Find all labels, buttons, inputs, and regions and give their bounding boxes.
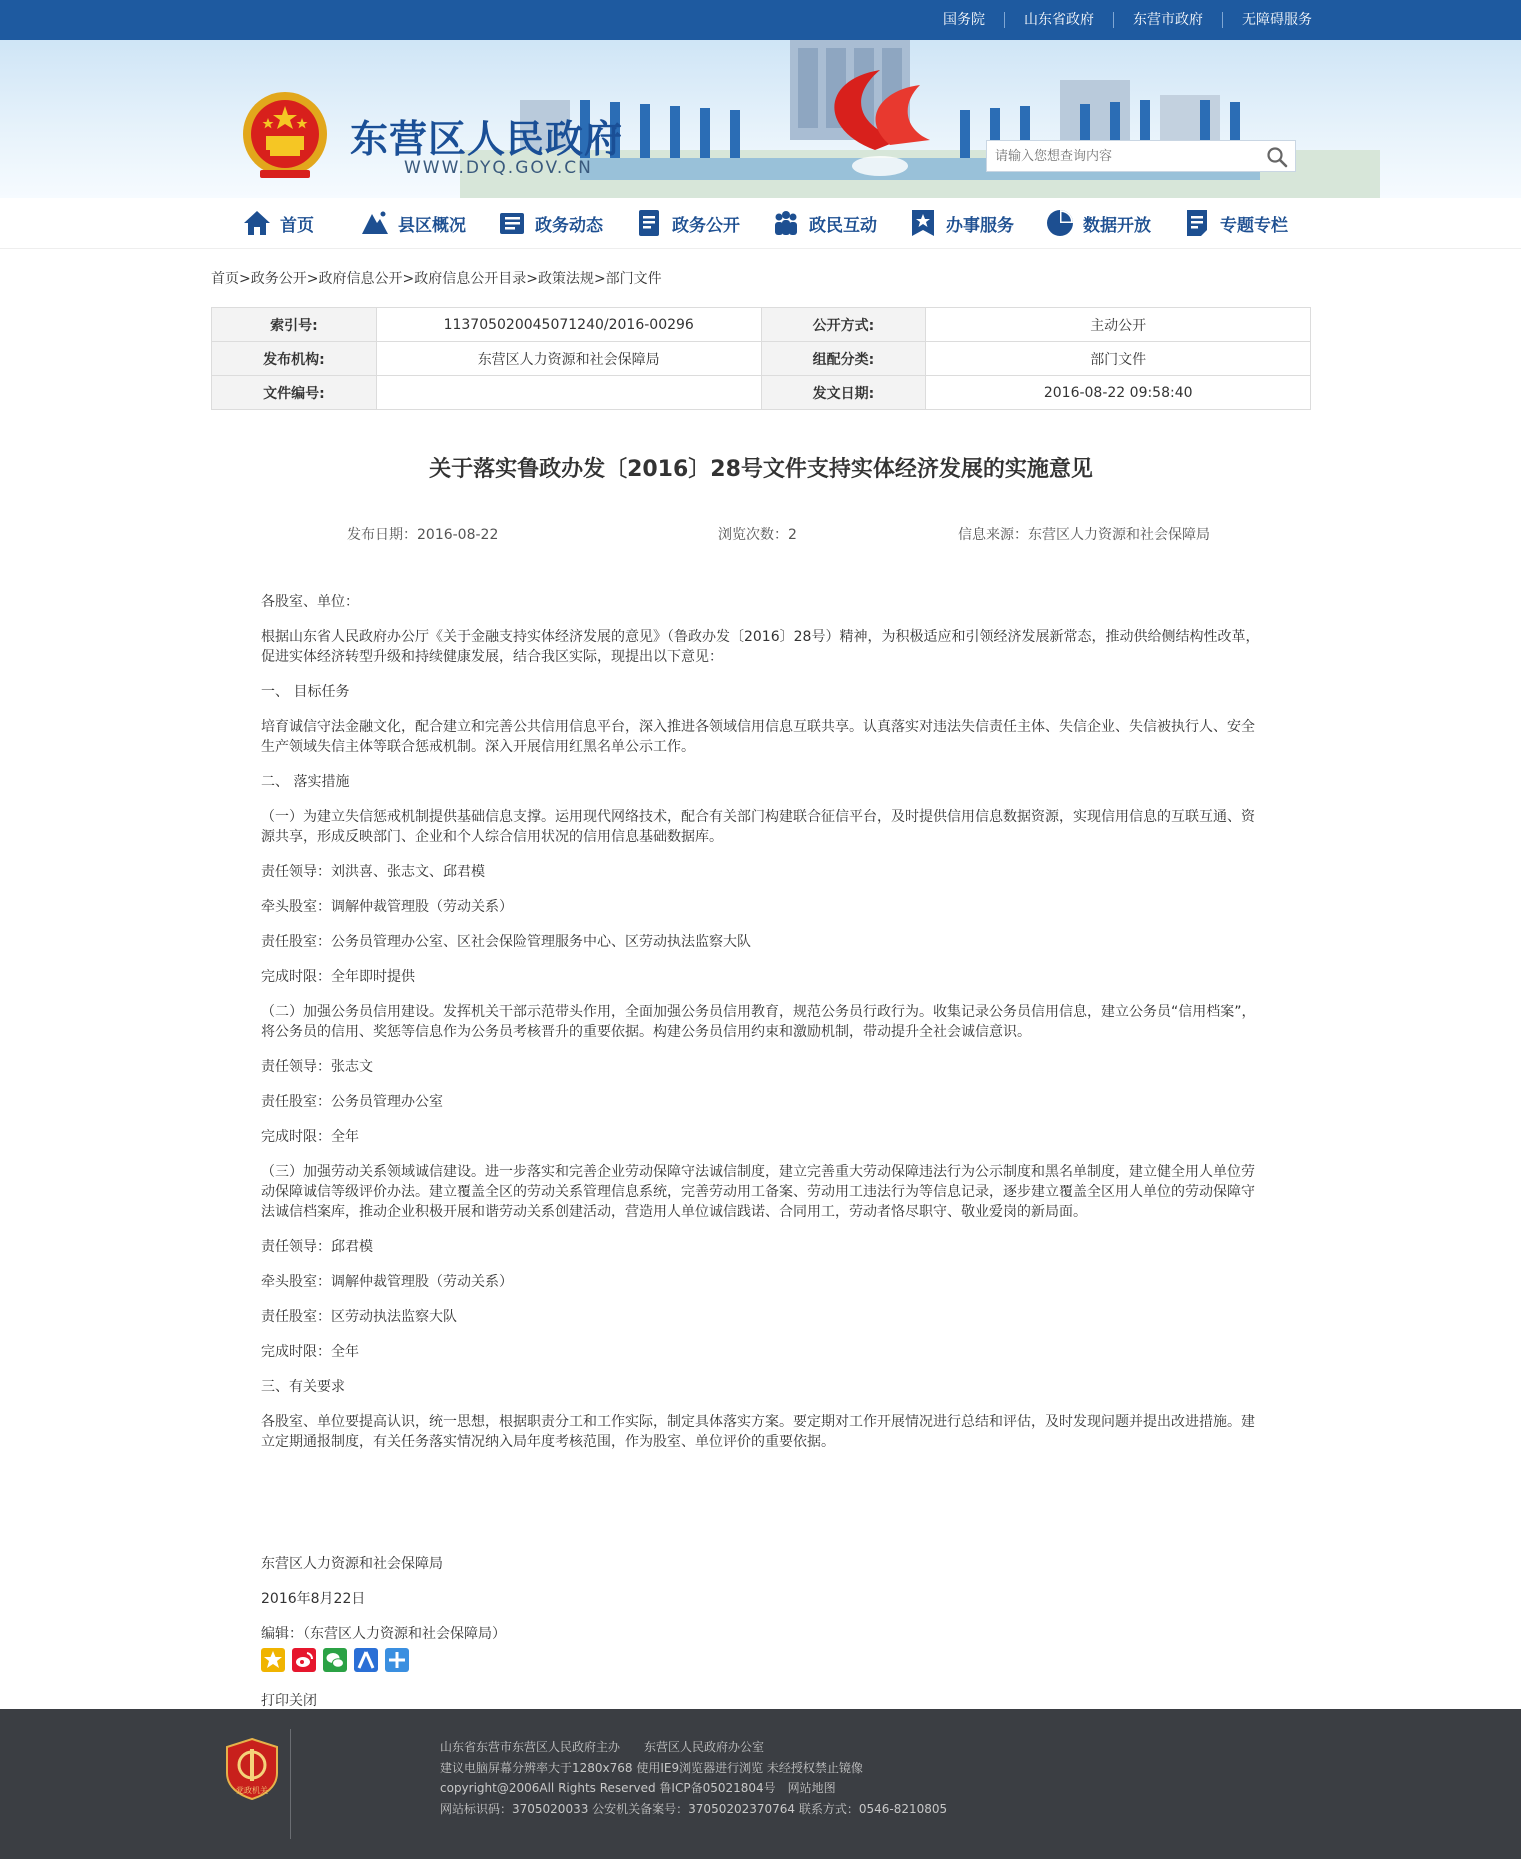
nav-label: 数据开放	[1083, 215, 1151, 236]
breadcrumb-catalog[interactable]: 政府信息公开目录	[414, 271, 527, 287]
meta-value: 113705020045071240/2016-00296	[376, 308, 761, 342]
nav-item-home[interactable]	[242, 204, 314, 242]
paragraph: 牵头股室：调解仲裁管理股（劳动关系）	[261, 899, 513, 915]
paragraph: 完成时限：全年即时提供	[261, 969, 415, 985]
meta-value: 部门文件	[926, 342, 1311, 376]
paragraph: 二、 落实措施	[261, 774, 350, 790]
print-close-link[interactable]: 打印关闭	[261, 1693, 317, 1709]
paragraph: 责任领导：张志文	[261, 1059, 373, 1075]
footer-text	[440, 1737, 947, 1819]
paragraph: 责任领导：邱君模	[261, 1239, 373, 1255]
mountain-icon	[360, 208, 390, 238]
editor-line: 编辑：（东营区人力资源和社会保障局）	[261, 1626, 506, 1642]
breadcrumb-home[interactable]: 首页	[211, 271, 239, 287]
paragraph: 一、 目标任务	[261, 684, 350, 700]
paragraph: 各股室、单位：	[261, 594, 359, 610]
breadcrumb-disclosure[interactable]: 政务公开	[250, 271, 307, 287]
pie-chart-icon	[1045, 208, 1075, 238]
paragraph: 责任领导：刘洪喜、张志文、邱君模	[261, 864, 485, 880]
nav-label: 政民互动	[809, 215, 877, 236]
book-icon	[497, 208, 527, 238]
meta-key: 发布机构:	[212, 342, 377, 376]
meta-key: 公开方式:	[761, 308, 926, 342]
badge-label: 党政机关	[236, 1786, 268, 1795]
nav-item-special[interactable]	[1182, 204, 1288, 242]
document-icon	[634, 208, 664, 238]
nav-item-services[interactable]	[908, 204, 1014, 242]
nav-label: 县区概况	[398, 215, 466, 236]
main-nav	[0, 198, 1521, 249]
signature-org: 东营区人力资源和社会保障局	[261, 1556, 443, 1572]
nav-label: 办事服务	[946, 215, 1014, 236]
meta-value: 主动公开	[926, 308, 1311, 342]
people-icon	[771, 208, 801, 238]
share-renren-icon[interactable]	[354, 1648, 378, 1672]
paragraph: 责任股室：公务员管理办公室、区社会保险管理服务中心、区劳动执法监察大队	[261, 934, 751, 950]
nav-label: 专题专栏	[1220, 215, 1288, 236]
paragraph: 责任股室：公务员管理办公室	[261, 1094, 443, 1110]
meta-value	[376, 376, 761, 410]
paragraph: 三、有关要求	[261, 1379, 345, 1395]
nav-item-interaction[interactable]	[771, 204, 877, 242]
table-row	[212, 376, 1311, 410]
nav-item-overview[interactable]	[360, 204, 466, 242]
share-weibo-icon[interactable]	[292, 1648, 316, 1672]
site-url: WWW.DYQ.GOV.CN	[404, 158, 593, 178]
paragraph: （二）加强公务员信用建设。发挥机关干部示范带头作用，全面加强公务员信用教育，规范公务员行政行为。收集记录公务员信用信息，建立公务员“信用档案”，将公务员的信用、奖惩等信息作为公务员考核晋升的重要依据。构建公务员信用约束和激励机制，带动提升全社会诚信意识。	[261, 1004, 1256, 1040]
share-more-icon[interactable]	[385, 1648, 409, 1672]
top-bar	[0, 0, 1521, 40]
footer-divider	[290, 1729, 291, 1839]
footer-line: copyright@2006All Rights Reserved 鲁ICP备05021804号 网站地图	[440, 1781, 836, 1795]
article-title: 关于落实鲁政办发〔2016〕28号文件支持实体经济发展的实施意见	[429, 457, 1093, 482]
share-qzone-icon[interactable]	[261, 1648, 285, 1672]
meta-key: 文件编号:	[212, 376, 377, 410]
nav-item-news[interactable]	[497, 204, 603, 242]
breadcrumb-department-docs[interactable]: 部门文件	[605, 271, 662, 287]
top-link-dongying-city[interactable]: 东营市政府	[1113, 12, 1222, 28]
top-link-shandong[interactable]: 山东省政府	[1004, 12, 1113, 28]
info-source: 信息来源：东营区人力资源和社会保障局	[958, 527, 1210, 543]
national-emblem-icon	[240, 90, 330, 182]
search-input[interactable]	[995, 146, 1245, 166]
view-count: 浏览次数：2	[718, 527, 797, 543]
nav-item-disclosure[interactable]	[634, 204, 740, 242]
paragraph: 各股室、单位要提高认识，统一思想，根据职责分工和工作实际，制定具体落实方案。要定期对工作开展情况进行总结和评估，及时发现问题并提出改进措施。建立定期通报制度，有关任务落实情况纳入局年度考核范围，作为股室、单位评价的重要依据。	[261, 1414, 1255, 1450]
article-body	[261, 592, 1261, 1467]
top-link-state-council[interactable]: 国务院	[943, 12, 985, 28]
footer-line: 山东省东营市东营区人民政府主办 东营区人民政府办公室	[440, 1740, 765, 1754]
share-wechat-icon[interactable]	[323, 1648, 347, 1672]
paragraph: 根据山东省人民政府办公厅《关于金融支持实体经济发展的意见》（鲁政办发〔2016〕28号）精神，为积极适应和引领经济发展新常态，推动供给侧结构性改革，促进实体经济转型升级和持续健康发展，结合我区实际，现提出以下意见：	[261, 629, 1260, 665]
footer	[0, 1709, 1521, 1859]
breadcrumb-policy[interactable]: 政策法规	[537, 271, 594, 287]
meta-key: 组配分类:	[761, 342, 926, 376]
meta-key: 索引号:	[212, 308, 377, 342]
table-row	[212, 342, 1311, 376]
paragraph: 培育诚信守法金融文化，配合建立和完善公共信用信息平台，深入推进各领域信用信息互联共享。认真落实对违法失信责任主体、失信企业、失信被执行人、安全生产领域失信主体等联合惩戒机制。深入开展信用红黑名单公示工作。	[261, 719, 1255, 755]
meta-value: 2016-08-22 09:58:40	[926, 376, 1311, 410]
paragraph: 责任股室：区劳动执法监察大队	[261, 1309, 457, 1325]
document-meta-table	[211, 307, 1311, 410]
footer-line: 网站标识码：3705020033 公安机关备案号：37050202370764 联系方式：0546-8210805	[440, 1801, 948, 1816]
nav-label: 政务公开	[672, 215, 740, 236]
paragraph: （三）加强劳动关系领域诚信建设。进一步落实和完善企业劳动保障守法诚信制度，建立完善重大劳动保障违法行为公示制度和黑名单制度，建立健全用人单位劳动保障诚信等级评价办法。建立覆盖全区的劳动关系管理信息系统，完善劳动用工备案、劳动用工违法行为等信息记录，逐步建立覆盖全区用人单位的劳动保障守法诚信档案库，推动企业积极开展和谐劳动关系创建活动，营造用人单位诚信践诺、合同用工，劳动者恪尽职守、敬业爱岗的新局面。	[261, 1164, 1255, 1220]
site-title: 东营区人民政府	[350, 116, 624, 161]
publish-date: 发布日期：2016-08-22	[347, 527, 499, 543]
meta-value: 东营区人力资源和社会保障局	[376, 342, 761, 376]
paragraph: 完成时限：全年	[261, 1344, 359, 1360]
nav-item-open-data[interactable]	[1045, 204, 1151, 242]
signature-date: 2016年8月22日	[261, 1591, 366, 1607]
share-bar	[261, 1648, 409, 1672]
footer-line: 建议电脑屏幕分辨率大于1280x768 使用IE9浏览器进行浏览 未经授权禁止镜像	[440, 1760, 863, 1775]
party-gov-org-badge-icon[interactable]	[225, 1737, 279, 1801]
breadcrumb-gov-info[interactable]: 政府信息公开	[318, 271, 403, 287]
paragraph: （一）为建立失信惩戒机制提供基础信息支撑。运用现代网络技术，配合有关部门构建联合征信平台，及时提供信用信息数据资源，实现信用信息的互联互通、资源共享，形成反映部门、企业和个人综合信用状况的信用信息基础数据库。	[261, 809, 1255, 845]
breadcrumb: 首页>政务公开>政府信息公开>政府信息公开目录>政策法规>部门文件	[211, 271, 662, 287]
search-box	[986, 140, 1296, 172]
nav-label: 政务动态	[535, 215, 603, 236]
top-link-accessibility[interactable]: 无障碍服务	[1222, 12, 1331, 28]
home-icon	[242, 208, 272, 238]
table-row	[212, 308, 1311, 342]
top-links	[924, 0, 1331, 40]
star-bookmark-icon	[908, 208, 938, 238]
meta-key: 发文日期:	[761, 376, 926, 410]
search-icon[interactable]	[1265, 145, 1289, 169]
note-icon	[1182, 208, 1212, 238]
nav-label: 首页	[280, 215, 314, 236]
header-banner	[0, 40, 1521, 198]
paragraph: 完成时限：全年	[261, 1129, 359, 1145]
paragraph: 牵头股室：调解仲裁管理股（劳动关系）	[261, 1274, 513, 1290]
